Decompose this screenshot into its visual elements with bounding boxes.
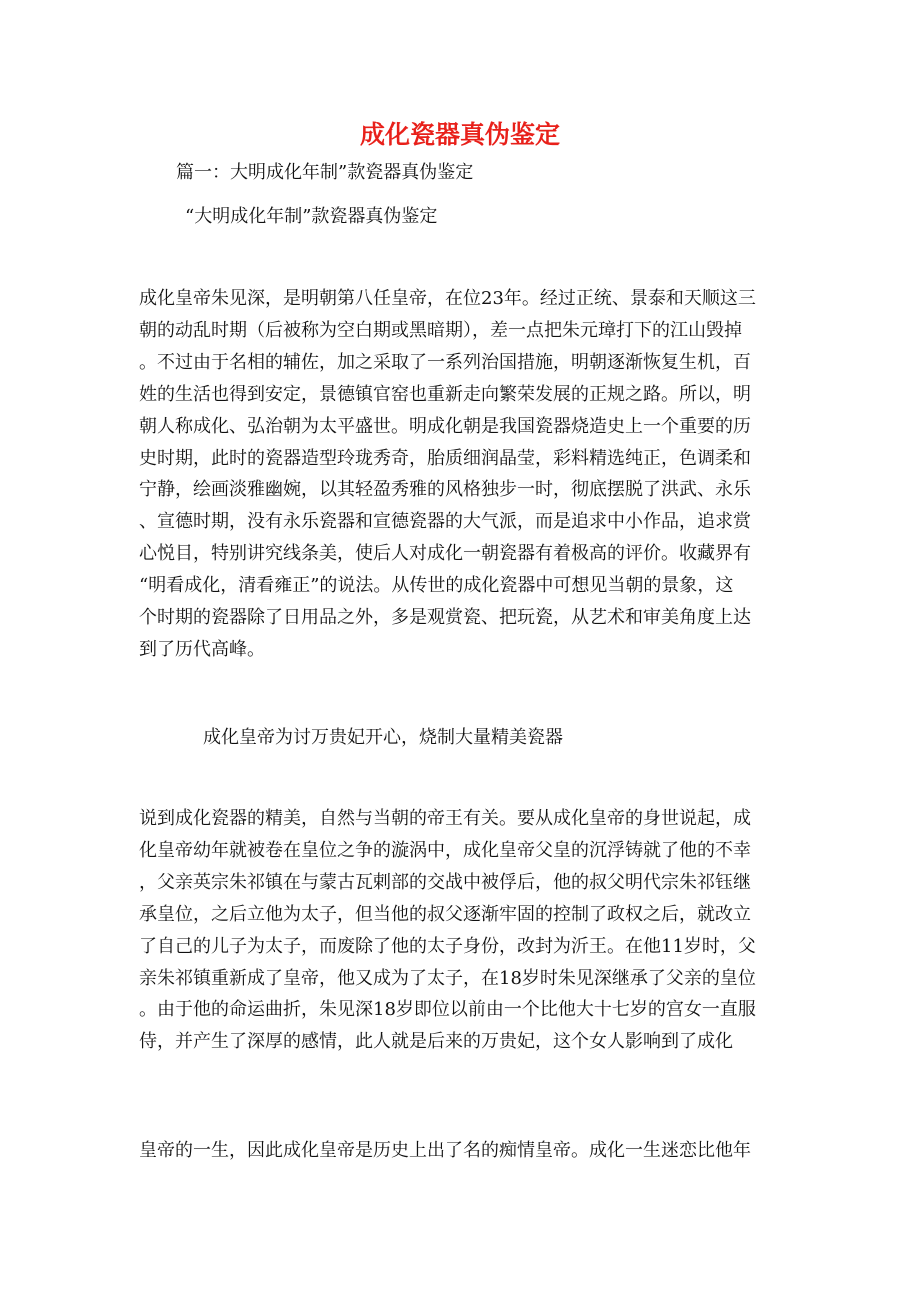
paragraph-line: 、宣德时期，没有永乐瓷器和宣德瓷器的大气派，而是追求中小作品，追求赏: [139, 511, 751, 533]
paragraph-line: 朝人称成化、弘治朝为太平盛世。明成化朝是我国瓷器烧造史上一个重要的历: [139, 415, 751, 437]
paragraph-line: 姓的生活也得到安定，景德镇官窑也重新走向繁荣发展的正规之路。所以，明: [139, 383, 751, 405]
paragraph-line: “明看成化，清看雍正”的说法。从传世的成化瓷器中可想见当朝的景象，这: [139, 575, 734, 597]
paragraph-line: 说到成化瓷器的精美，自然与当朝的帝王有关。要从成化皇帝的身世说起，成: [139, 808, 751, 829]
paragraph-continuation: [139, 1135, 771, 1167]
paragraph-line: 。由于他的命运曲折，朱见深18岁即位以前由一个比他大十七岁的宫女一直服: [139, 999, 756, 1021]
paragraph-line: 成化皇帝朱见深，是明朝第八任皇帝，在位23年。经过正统、景泰和天顺这三: [139, 288, 756, 309]
sub-heading: “大明成化年制”款瓷器真伪鉴定: [185, 206, 438, 227]
paragraph-intro: [139, 283, 771, 666]
paragraph-line: ，父亲英宗朱祁镇在与蒙古瓦剌部的交战中被俘后，他的叔父明代宗朱祁钰继: [139, 871, 751, 893]
paragraph-line: 化皇帝幼年就被卷在皇位之争的漩涡中，成化皇帝父皇的沉浮铸就了他的不幸: [139, 839, 751, 861]
paragraph-line: 了自己的儿子为太子，而废除了他的太子身份，改封为沂王。在他11岁时，父: [139, 935, 756, 957]
paragraph-line: 皇帝的一生，因此成化皇帝是历史上出了名的痴情皇帝。成化一生迷恋比他年: [139, 1140, 751, 1161]
document-title: 成化瓷器真伪鉴定: [359, 120, 560, 149]
paragraph-line: 朝的动乱时期（后被称为空白期或黑暗期），差一点把朱元璋打下的江山毁掉: [139, 319, 742, 341]
paragraph-line: 宁静，绘画淡雅幽婉，以其轻盈秀雅的风格独步一时，彻底摆脱了洪武、永乐: [139, 479, 751, 501]
paragraph-line: 史时期，此时的瓷器造型玲珑秀奇，胎质细润晶莹，彩料精选纯正，色调柔和: [139, 447, 751, 469]
paragraph-line: 承皇位，之后立他为太子，但当他的叔父逐渐牢固的控制了政权之后，就改立: [139, 903, 751, 925]
section-heading: 成化皇帝为讨万贵妃开心，烧制大量精美瓷器: [203, 727, 563, 748]
paragraph-line: 到了历代高峰。: [139, 638, 265, 660]
chapter-heading: 篇一：大明成化年制”款瓷器真伪鉴定: [176, 162, 474, 183]
paragraph-line: 侍，并产生了深厚的感情，此人就是后来的万贵妃，这个女人影响到了成化: [139, 1031, 733, 1053]
paragraph-line: 。不过由于名相的辅佐，加之采取了一系列治国措施，明朝逐渐恢复生机，百: [139, 351, 751, 373]
paragraph-history: [139, 803, 771, 1058]
paragraph-line: 亲朱祁镇重新成了皇帝，他又成为了太子，在18岁时朱见深继承了父亲的皇位: [139, 967, 756, 989]
paragraph-line: 个时期的瓷器除了日用品之外，多是观赏瓷、把玩瓷，从艺术和审美角度上达: [139, 607, 751, 629]
paragraph-line: 心悦目，特别讲究线条美，使后人对成化一朝瓷器有着极高的评价。收藏界有: [139, 543, 751, 565]
